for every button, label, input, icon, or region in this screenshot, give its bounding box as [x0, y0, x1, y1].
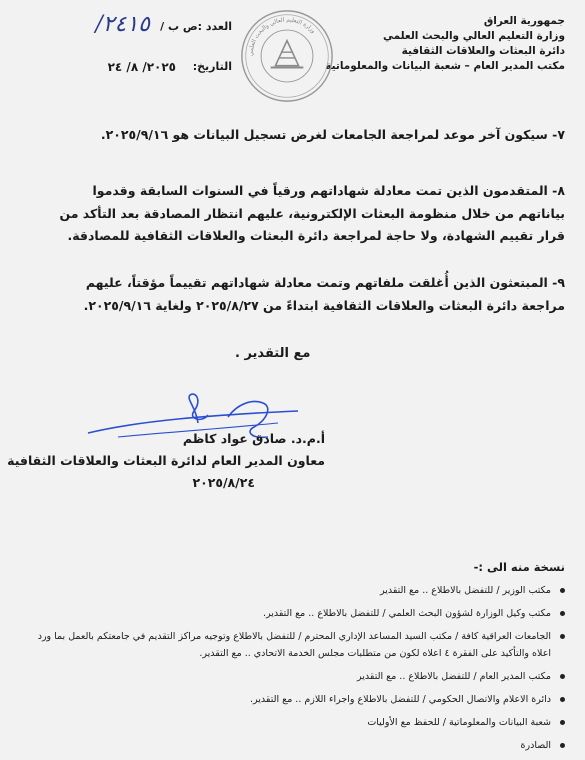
bullet-icon [560, 588, 565, 593]
seal-text: وزارة التعليم العالي والبحث العلمي [248, 17, 316, 57]
list-item: مكتب المدير العام / للتفضل بالاطلاع .. مع التقدير [27, 668, 567, 685]
list-item: الجامعات العراقية كافة / مكتب السيد المساعد الإداري المحترم / للتفضل بالاطلاع وتوجيه مراكز التقديم في جامعتكم بالعمل بما ورد اعلاه والتأكيد على الفقرة ٤ اعلاه لكون من متطلبات مجلس الخدمة الاتحادي .. مع التقدير. [27, 628, 567, 662]
paragraph-7: ٧- سيكون آخر موعد لمراجعة الجامعات لغرض تسجيل البيانات هو ٢٠٢٥/٩/١٦. [100, 127, 565, 142]
list-item: الصادرة [27, 737, 567, 754]
letterhead [325, 14, 565, 74]
date-label: التاريخ: [192, 60, 232, 73]
paragraph-9: ٩- المبتعثون الذين أُغلقت ملفاتهم وتمت معادلة شهاداتهم تقييماً مؤقتاً، عليهم مراجعة دائرة البعثات والعلاقات الثقافية ابتداءً من ٢٠٢٥/٨/٢٧ ولغاية ٢٠٢٥/٩/١٦. [83, 275, 565, 313]
closing-regards: مع التقدير . [235, 346, 311, 361]
list-item: مكتب وكيل الوزارة لشؤون البحث العلمي / للتفضل بالاطلاع .. مع التقدير. [27, 605, 567, 622]
ministry-seal-icon [238, 8, 336, 104]
bullet-icon [560, 743, 565, 748]
copies-title: نسخة منه الى :- [473, 560, 565, 574]
bullet-icon [560, 634, 565, 639]
list-item: دائرة الاعلام والاتصال الحكومي / للتفضل بالاطلاع واجراء اللازم .. مع التقدير. [27, 691, 567, 708]
copies-list [27, 582, 567, 760]
paragraph-8: ٨- المتقدمون الذين تمت معادلة شهاداتهم ورقياً في السنوات السابقة وقدموا بياناتهم من خلال منظومة البعثات الإلكترونية، عليهم انتظار المصادقة بعد التأكد من قرار تقييم الشهادة، ولا حاجة لمراجعة دائرة البعثات والعلاقات الثقافية للمصادقة. [59, 183, 565, 243]
letterhead-line: دائرة البعثات والعلاقات الثقافية [401, 45, 565, 57]
bullet-icon [560, 611, 565, 616]
signer-block [5, 428, 325, 494]
signer-title: معاون المدير العام لدائرة البعثات والعلاقات الثقافية [7, 453, 325, 468]
list-item: مكتب الوزير / للتفضل بالاطلاع .. مع التقدير [27, 582, 567, 599]
letterhead-line: جمهورية العراق [483, 15, 565, 27]
bullet-icon [560, 720, 565, 725]
date-value: ٢٠٢٥/ ٨/ ٢٤ [107, 60, 176, 74]
bullet-icon [560, 674, 565, 679]
list-item: شعبة البيانات والمعلوماتية / للحفظ مع الأوليات [27, 714, 567, 731]
letterhead-line: وزارة التعليم العالي والبحث العلمي [382, 30, 565, 42]
signer-name: أ.م.د. صادق عواد كاظم [182, 431, 325, 446]
number-label: العدد :ص ب / [160, 20, 232, 33]
reference-block [22, 12, 232, 84]
bullet-icon [560, 697, 565, 702]
signer-date: ٢٠٢٥/٨/٢٤ [192, 475, 255, 490]
letterhead-line: مكتب المدير العام – شعبة البيانات والمعلوماتية [325, 60, 565, 72]
number-value: ٢٤١٥/ [95, 12, 150, 37]
